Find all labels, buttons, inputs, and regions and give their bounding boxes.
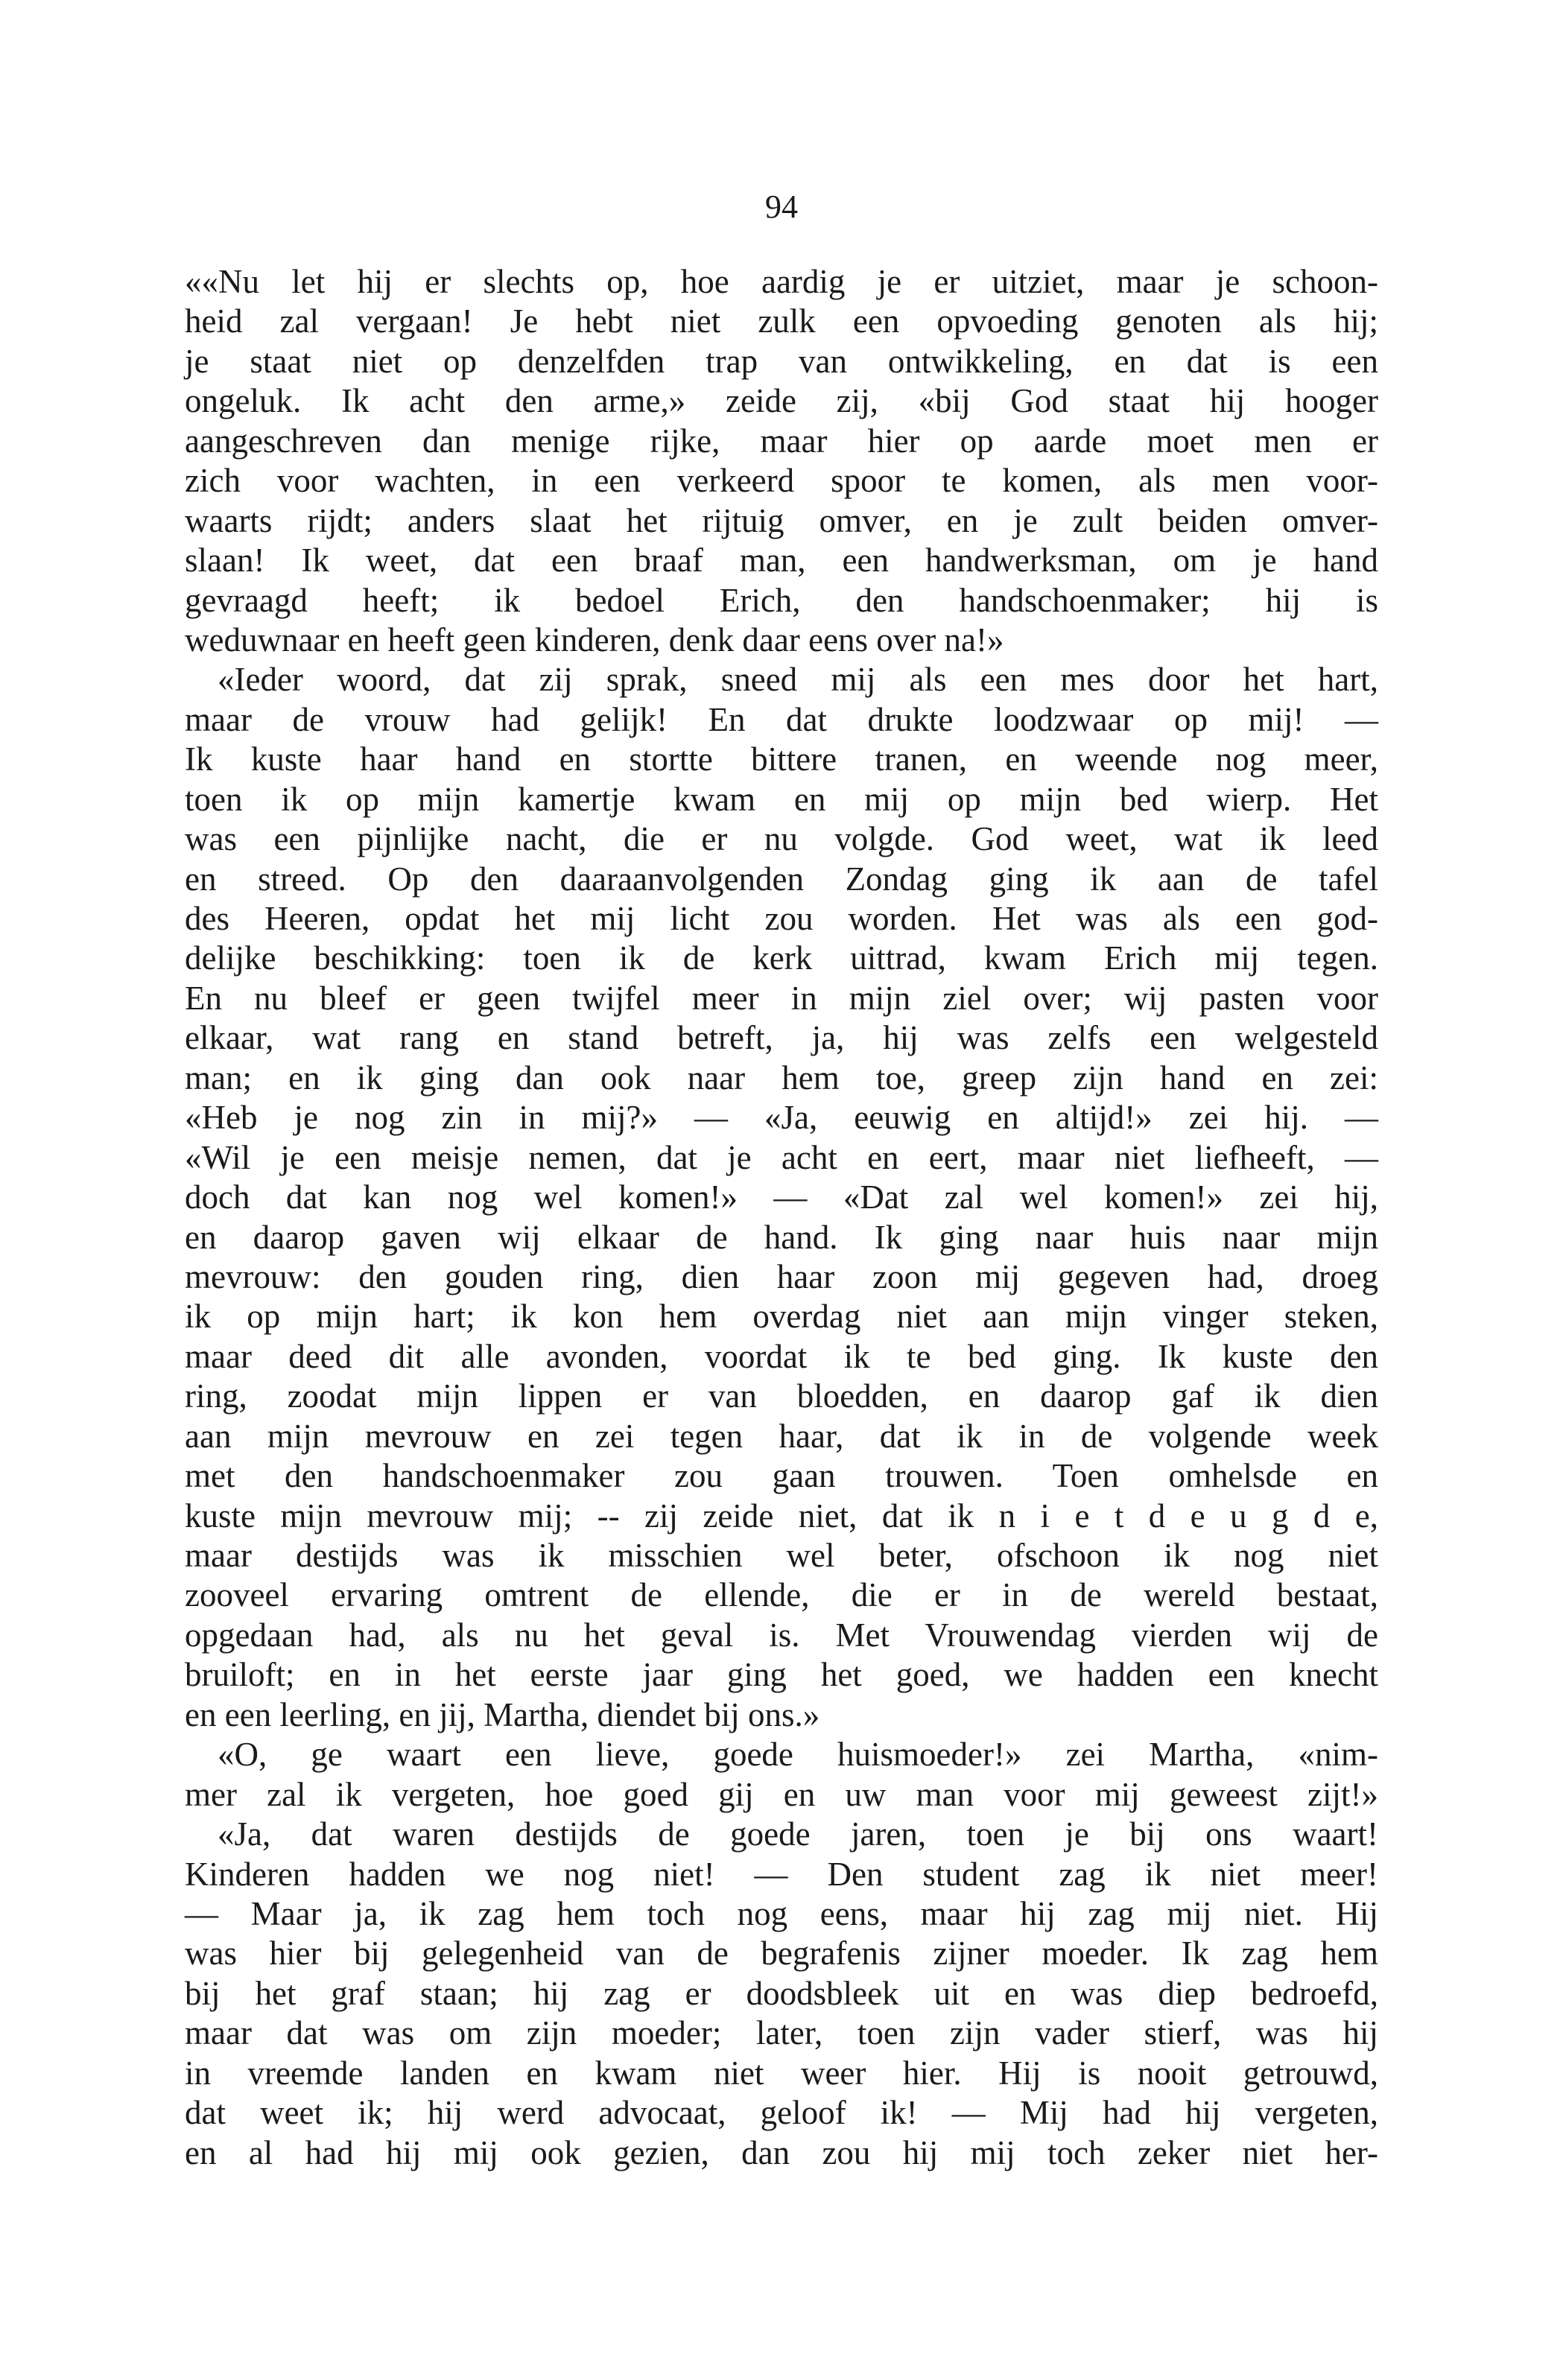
text-line: doch dat kan nog wel komen!» — «Dat zal wel komen!» zei hij, <box>185 1178 1378 1216</box>
text-line: kuste mijn mevrouw mij; -- zij zeide niet, dat ik n i e t d e u g d e, <box>185 1497 1378 1535</box>
text-line: des Heeren, opdat het mij licht zou worden. Het was als een god- <box>185 900 1378 937</box>
text-line: maar destijds was ik misschien wel beter, ofschoon ik nog niet <box>185 1537 1378 1574</box>
text-line: mevrouw: den gouden ring, dien haar zoon mij gegeven had, droeg <box>185 1257 1378 1295</box>
text-line: zich voor wachten, in een verkeerd spoor te komen, als men voor- <box>185 462 1378 500</box>
text-line: ring, zoodat mijn lippen er van bloedden, en daarop gaf ik dien <box>185 1377 1378 1415</box>
text-line: aan mijn mevrouw en zei tegen haar, dat ik in de volgende week <box>185 1417 1378 1455</box>
text-line: waarts rijdt; anders slaat het rijtuig omver, en je zult beiden omver- <box>185 501 1378 539</box>
text-line: toen ik op mijn kamertje kwam en mij op mijn bed wierp. Het <box>185 780 1378 818</box>
text-line: in vreemde landen en kwam niet weer hier. Hij is nooit getrouwd, <box>185 2054 1378 2092</box>
text-line: je staat niet op denzelfden trap van ontwikkeling, en dat is een <box>185 342 1378 380</box>
text-line: en een leerling, en jij, Martha, diendet bij ons.» <box>185 1695 820 1733</box>
text-line: maar dat was om zijn moeder; later, toen zijn vader stierf, was hij <box>185 2014 1378 2052</box>
text-line: Kinderen hadden we nog niet! — Den student zag ik niet meer! <box>185 1855 1378 1893</box>
text-line: «Heb je nog zin in mij?» — «Ja, eeuwig en altijd!» zei hij. — <box>185 1099 1378 1137</box>
body-text <box>185 262 1378 2173</box>
text-line: aangeschreven dan menige rijke, maar hier op aarde moet men er <box>185 422 1378 460</box>
text-line: «O, ge waart een lieve, goede huismoeder!» zei Martha, «nim- <box>218 1736 1378 1774</box>
text-line: bruiloft; en in het eerste jaar ging het goed, we hadden een knecht <box>185 1656 1378 1694</box>
text-line: gevraagd heeft; ik bedoel Erich, den handschoenmaker; hij is <box>185 581 1378 619</box>
text-line: elkaar, wat rang en stand betreft, ja, hij was zelfs een welgesteld <box>185 1019 1378 1057</box>
text-line: «Ja, dat waren destijds de goede jaren, toen je bij ons waart! <box>218 1815 1378 1853</box>
text-line: delijke beschikking: toen ik de kerk uittrad, kwam Erich mij tegen. <box>185 939 1378 977</box>
text-line: was een pijnlijke nacht, die er nu volgde. God weet, wat ik leed <box>185 820 1378 858</box>
text-line: heid zal vergaan! Je hebt niet zulk een opvoeding genoten als hij; <box>185 302 1378 340</box>
text-line: met den handschoenmaker zou gaan trouwen. Toen omhelsde en <box>185 1457 1378 1495</box>
text-line: — Maar ja, ik zag hem toch nog eens, maar hij zag mij niet. Hij <box>185 1894 1378 1932</box>
text-line: weduwnaar en heeft geen kinderen, denk daar eens over na!» <box>185 621 1004 659</box>
text-line: ««Nu let hij er slechts op, hoe aardig je er uitziet, maar je schoon- <box>185 263 1378 300</box>
text-line: slaan! Ik weet, dat een braaf man, een handwerksman, om je hand <box>185 542 1378 580</box>
text-line: en al had hij mij ook gezien, dan zou hij mij toch zeker niet her- <box>185 2133 1378 2171</box>
text-line: Ik kuste haar hand en stortte bittere tranen, en weende nog meer, <box>185 740 1378 778</box>
text-line: «Ieder woord, dat zij sprak, sneed mij als een mes door het hart, <box>218 661 1378 699</box>
text-line: dat weet ik; hij werd advocaat, geloof ik! — Mij had hij vergeten, <box>185 2094 1378 2132</box>
page-number: 94 <box>765 188 798 225</box>
text-line: bij het graf staan; hij zag er doodsbleek uit en was diep bedroefd, <box>185 1974 1378 2012</box>
text-line: ik op mijn hart; ik kon hem overdag niet aan mijn vinger steken, <box>185 1298 1378 1336</box>
text-line: maar de vrouw had gelijk! En dat drukte loodzwaar op mij! — <box>185 700 1378 738</box>
text-line: «Wil je een meisje nemen, dat je acht en eert, maar niet liefheeft, — <box>185 1138 1378 1176</box>
text-line: en streed. Op den daaraanvolgenden Zondag ging ik aan de tafel <box>185 860 1378 898</box>
text-line: ongeluk. Ik acht den arme,» zeide zij, «bij God staat hij hooger <box>185 382 1378 420</box>
text-line: en daarop gaven wij elkaar de hand. Ik ging naar huis naar mijn <box>185 1218 1378 1256</box>
text-line: En nu bleef er geen twijfel meer in mijn ziel over; wij pasten voor <box>185 979 1378 1017</box>
text-line: man; en ik ging dan ook naar hem toe, greep zijn hand en zei: <box>185 1059 1378 1097</box>
text-line: maar deed dit alle avonden, voordat ik te bed ging. Ik kuste den <box>185 1337 1378 1375</box>
text-line: was hier bij gelegenheid van de begrafenis zijner moeder. Ik zag hem <box>185 1935 1378 1973</box>
text-line: mer zal ik vergeten, hoe goed gij en uw man voor mij geweest zijt!» <box>185 1775 1378 1813</box>
text-line: zooveel ervaring omtrent de ellende, die er in de wereld bestaat, <box>185 1576 1378 1614</box>
text-line: opgedaan had, als nu het geval is. Met Vrouwendag vierden wij de <box>185 1616 1378 1654</box>
